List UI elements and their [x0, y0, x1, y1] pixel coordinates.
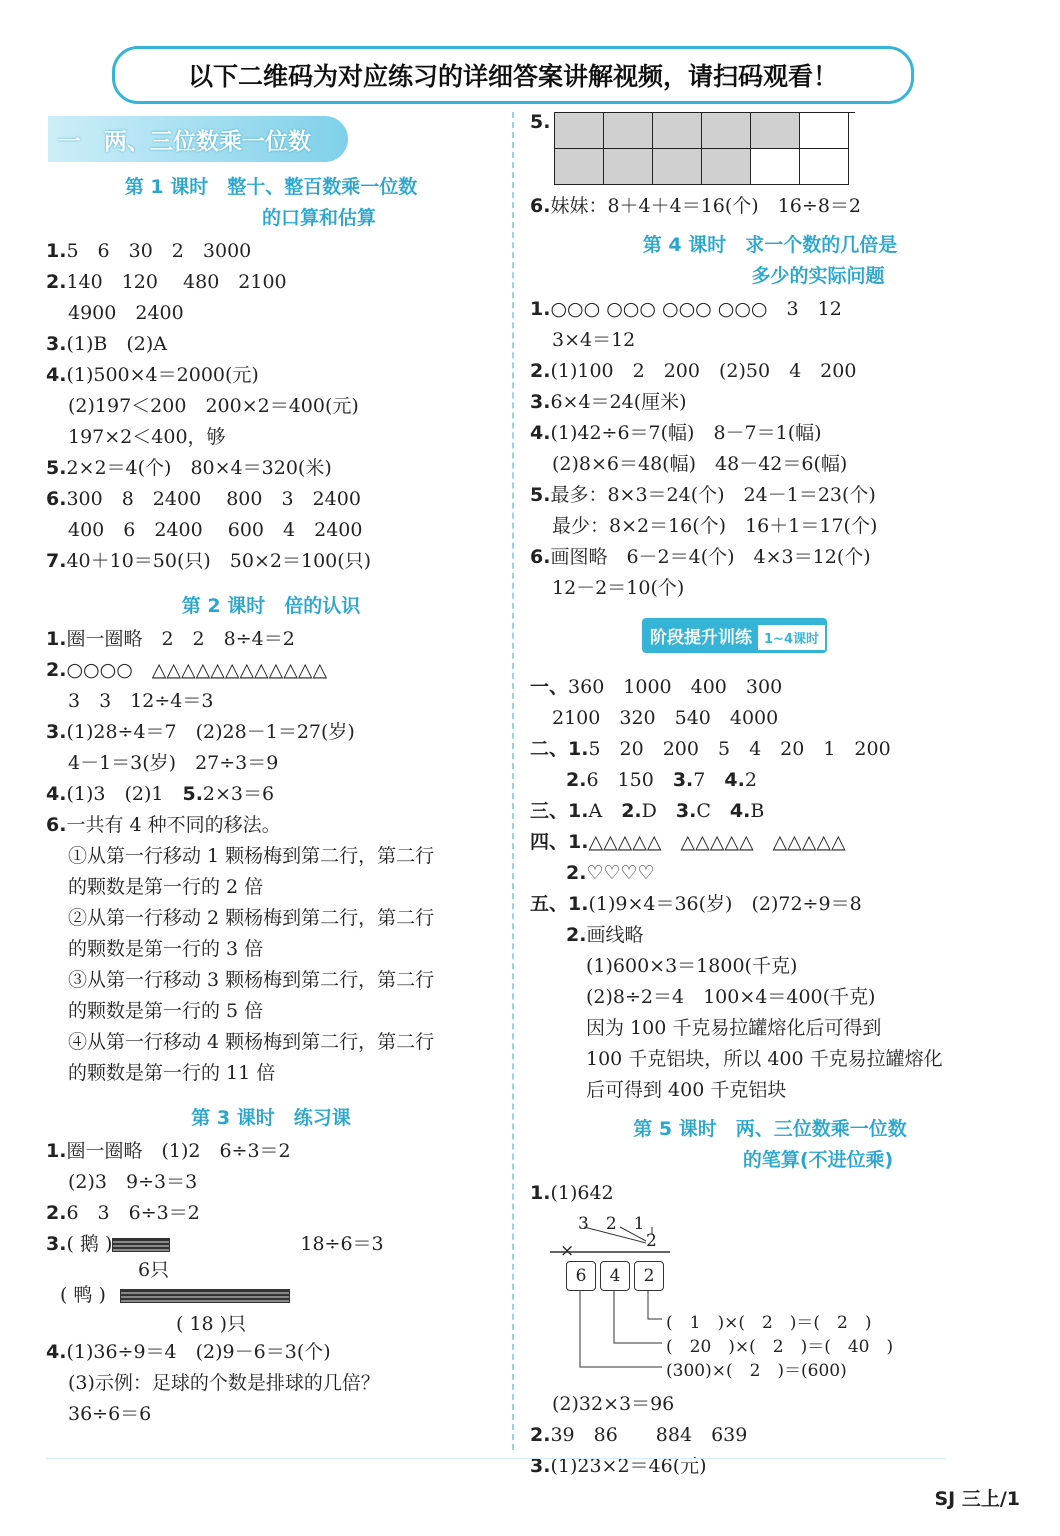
- unit-title: 一 两、三位数乘一位数: [48, 116, 348, 162]
- answer-line: ①从第一行移动 1 颗杨梅到第二行，第二行: [68, 845, 435, 867]
- answer-line: (2)8×6＝48(幅) 48－42＝6(幅): [552, 453, 848, 475]
- lesson-5-title: 第 5 课时 两、三位数乘一位数 的笔算(不进位乘): [633, 1118, 907, 1171]
- answer-line: 因为 100 千克易拉罐熔化后可得到: [586, 1017, 882, 1039]
- answer-line: 7.40＋10＝50(只) 50×2＝100(只): [46, 550, 372, 572]
- multiplication-diagram: [550, 1209, 1010, 1409]
- answer-line: 一、360 1000 400 300: [530, 676, 783, 698]
- answer-line: 2.6 3 6÷3＝2: [46, 1202, 200, 1224]
- bar-diagram-duck: ( 鸭 ): [46, 1280, 496, 1311]
- answer-line: 1.5 6 30 2 3000: [46, 240, 252, 262]
- shaded-grid: [554, 112, 855, 185]
- answer-line: 最少：8×2＝16(个) 16＋1＝17(个): [552, 515, 878, 537]
- answer-line: 4.(1)500×4＝2000(元): [46, 364, 259, 386]
- answer-line: 3.(1)28÷4＝7 (2)28－1＝27(岁): [46, 721, 355, 743]
- footer-rule: [46, 1458, 946, 1459]
- answer-line: 3 3 12÷4＝3: [68, 690, 214, 712]
- lesson-2-title: 第 2 课时 倍的认识: [181, 595, 361, 617]
- partial-product-3: (300)×( 2 )＝(600): [666, 1361, 847, 1381]
- goose-bar: [112, 1238, 170, 1252]
- duck-bar: [120, 1289, 290, 1303]
- column-divider: [512, 112, 514, 1450]
- answer-line: 4.(1)42÷6＝7(幅) 8－7＝1(幅): [530, 422, 822, 444]
- banner: 以下二维码为对应练习的详细答案讲解视频，请扫码观看！: [112, 46, 914, 104]
- lesson-3-title: 第 3 课时 练习课: [191, 1107, 351, 1129]
- connector-lines: [550, 1209, 690, 1253]
- bar-label-six: 6只: [138, 1259, 170, 1281]
- page-footer: SJ 三上/1: [934, 1488, 1020, 1510]
- stage-training-badge: 阶段提升训练 1~4课时: [642, 618, 827, 653]
- answer-line: 197×2＜400，够: [68, 426, 226, 448]
- answer-line: (2)197＜200 200×2＝400(元): [68, 395, 359, 417]
- answer-line: 4900 2400: [68, 302, 184, 324]
- answer-line: 三、1.A 2.D 3.C 4.B: [530, 800, 765, 822]
- answer-line: 2.♡♡♡♡: [566, 862, 655, 884]
- answer-line: 2.(1)100 2 200 (2)50 4 200: [530, 360, 857, 382]
- answer-line: 2.140 120 480 2100: [46, 271, 287, 293]
- answer-line: (3)示例：足球的个数是排球的几倍？: [68, 1372, 380, 1394]
- left-column: [46, 112, 496, 1430]
- bar-label-total: ( 18 )只: [176, 1313, 247, 1335]
- answer-line: 的颗数是第一行的 5 倍: [68, 1000, 264, 1022]
- answer-line: 后可得到 400 千克铝块: [586, 1079, 787, 1101]
- bar-diagram-goose: 3.( 鹅 ) 18÷6＝3: [46, 1233, 384, 1255]
- answer-line: 五、1.(1)9×4＝36(岁) (2)72÷9＝8: [530, 893, 862, 915]
- answer-line: 6.妹妹：8＋4＋4＝16(个) 16÷8＝2: [530, 195, 861, 217]
- answer-line: 3.6×4＝24(厘米): [530, 391, 687, 413]
- times-sign: ×: [560, 1241, 575, 1261]
- product-digit: 6: [566, 1261, 596, 1291]
- answer-line: ②从第一行移动 2 颗杨梅到第二行，第二行: [68, 907, 435, 929]
- answer-line: 1.○○○ ○○○ ○○○ ○○○ 3 12: [530, 298, 842, 320]
- answer-line: 100 千克铝块，所以 400 千克易拉罐熔化: [586, 1048, 943, 1070]
- answer-line: (2)3 9÷3＝3: [68, 1171, 198, 1193]
- answer-line: 3.(1)23×2＝46(元): [530, 1455, 707, 1477]
- lesson-4-title: 第 4 课时 求一个数的几倍是 多少的实际问题: [642, 234, 898, 287]
- answer-line: 6.一共有 4 种不同的移法。: [46, 814, 281, 836]
- right-column: [530, 112, 1010, 1482]
- answer-line: 的颗数是第一行的 11 倍: [68, 1062, 276, 1084]
- partial-product-1: ( 1 )×( 2 )＝( 2 ): [666, 1313, 872, 1333]
- answer-line: 1.(1)642: [530, 1182, 614, 1204]
- multiplicand-digits: 3 2 1: [578, 1214, 645, 1234]
- answer-line: ④从第一行移动 4 颗杨梅到第二行，第二行: [68, 1031, 435, 1053]
- lesson-1-title: 第 1 课时 整十、整百数乘一位数 的口算和估算: [124, 176, 418, 229]
- answer-line: 4.(1)3 (2)1 5.2×3＝6: [46, 783, 275, 805]
- partial-product-2: ( 20 )×( 2 )＝( 40 ): [666, 1337, 894, 1357]
- answer-line: 5.2×2＝4(个) 80×4＝320(米): [46, 457, 332, 479]
- answer-line: 2.6 150 3.7 4.2: [566, 769, 757, 791]
- answer-line: 2.○○○○ △△△△△△△△△△△△: [46, 659, 328, 681]
- answer-line: 4.(1)36÷9＝4 (2)9－6＝3(个): [46, 1341, 331, 1363]
- answer-line: 5.最多：8×3＝24(个) 24－1＝23(个): [530, 484, 876, 506]
- answer-line: 2100 320 540 4000: [552, 707, 779, 729]
- answer-line: 二、1.5 20 200 5 4 20 1 200: [530, 738, 891, 760]
- answer-line: (1)600×3＝1800(千克): [586, 955, 798, 977]
- answer-line: 2.画线略: [566, 924, 644, 946]
- answer-line: ③从第一行移动 3 颗杨梅到第二行，第二行: [68, 969, 435, 991]
- answer-line: 6.300 8 2400 800 3 2400: [46, 488, 361, 510]
- answer-line: 4－1＝3(岁) 27÷3＝9: [68, 752, 279, 774]
- answer-line: 400 6 2400 600 4 2400: [68, 519, 363, 541]
- product-digit: 4: [600, 1261, 630, 1291]
- answer-line: 的颗数是第一行的 2 倍: [68, 876, 264, 898]
- grid-question: 5.: [530, 112, 1010, 191]
- answer-line: 36÷6＝6: [68, 1403, 152, 1425]
- product-digit: 2: [634, 1261, 664, 1291]
- answer-line: 的颗数是第一行的 3 倍: [68, 938, 264, 960]
- answer-line: (2)8÷2＝4 100×4＝400(千克): [586, 986, 876, 1008]
- answer-line: (2)32×3＝96: [552, 1393, 675, 1415]
- answer-line: 3×4＝12: [552, 329, 636, 351]
- answer-line: 1.圈一圈略 (1)2 6÷3＝2: [46, 1140, 291, 1162]
- answer-line: 6.画图略 6－2＝4(个) 4×3＝12(个): [530, 546, 871, 568]
- answer-line: 四、1.△△△△△ △△△△△ △△△△△: [530, 831, 846, 853]
- answer-line: 1.圈一圈略 2 2 8÷4＝2: [46, 628, 295, 650]
- answer-line: 3.(1)B (2)A: [46, 333, 167, 355]
- multiplier-digit: 2: [646, 1231, 657, 1251]
- answer-line: 12－2＝10(个): [552, 577, 685, 599]
- answer-line: 2.39 86 884 639: [530, 1424, 748, 1446]
